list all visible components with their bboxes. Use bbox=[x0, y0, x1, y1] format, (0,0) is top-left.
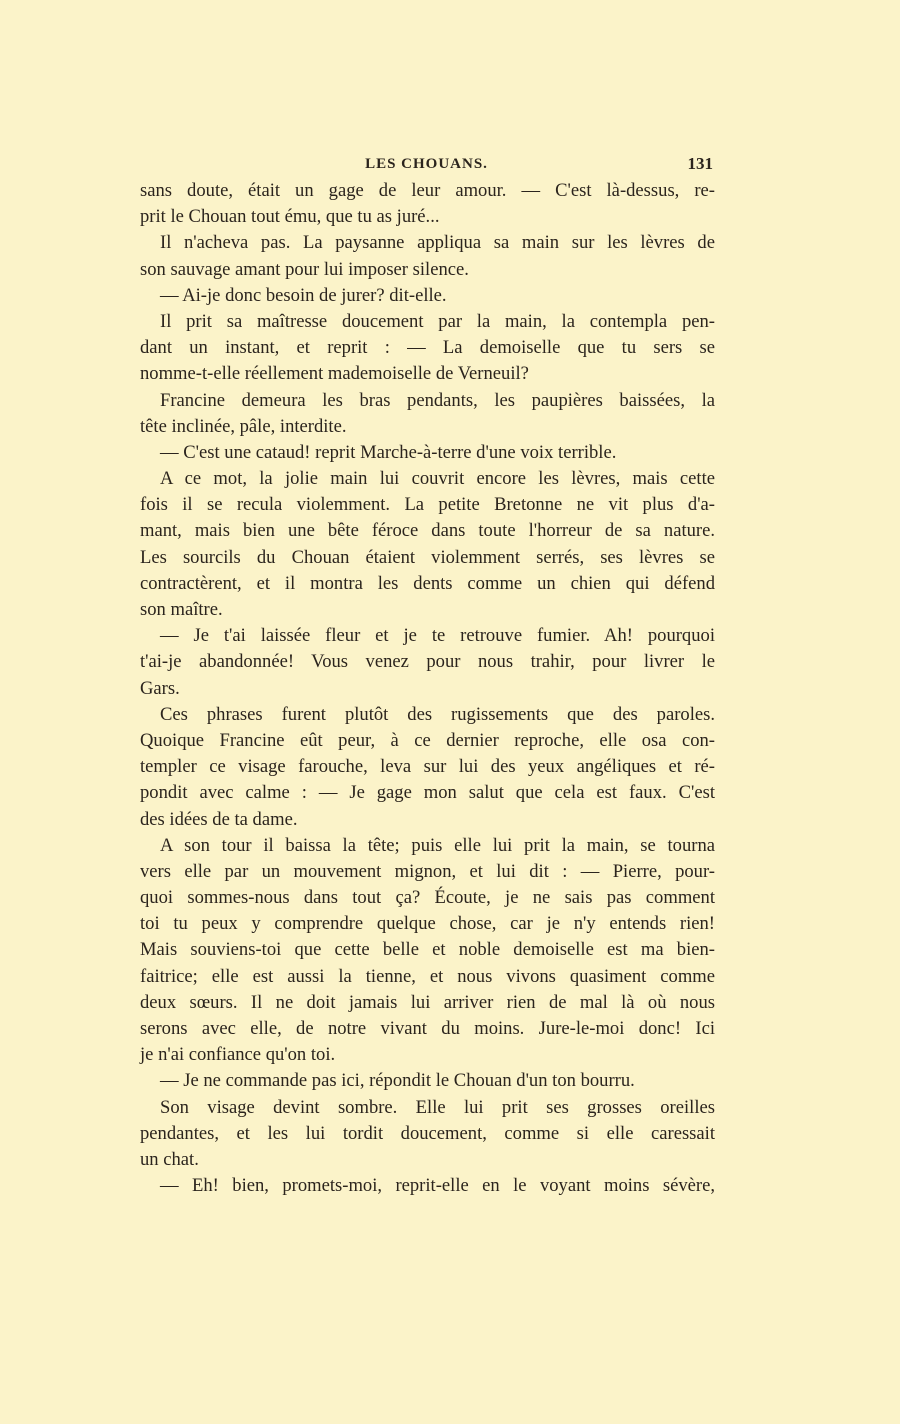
text-line: A son tour il baissa la tête; puis elle lui prit la main, se tourna bbox=[160, 834, 715, 856]
text-line: mant, mais bien une bête féroce dans toute l'horreur de sa nature. bbox=[140, 520, 715, 542]
text-line: Mais souviens-toi que cette belle et noble demoiselle est ma bien- bbox=[140, 939, 715, 961]
text-line: quoi sommes-nous dans tout ça? Écoute, je ne sais pas comment bbox=[140, 887, 715, 909]
text-line: Gars. bbox=[140, 677, 180, 699]
paragraph bbox=[140, 440, 715, 466]
text-line: Ces phrases furent plutôt des rugissements que des paroles. bbox=[160, 703, 715, 725]
text-line: prit le Chouan tout ému, que tu as juré... bbox=[140, 206, 440, 228]
text-line: — Ai-je donc besoin de jurer? dit-elle. bbox=[160, 284, 447, 306]
text-line: t'ai-je abandonnée! Vous venez pour nous trahir, pour livrer le bbox=[140, 651, 715, 673]
text-line: templer ce visage farouche, leva sur lui des yeux angéliques et ré- bbox=[140, 756, 715, 778]
text-line: pondit avec calme : — Je gage mon salut que cela est faux. C'est bbox=[140, 782, 715, 804]
paragraph bbox=[140, 1068, 715, 1094]
page-body-text bbox=[140, 178, 715, 1199]
page-number: 131 bbox=[687, 154, 713, 173]
text-line: — Eh! bien, promets-moi, reprit-elle en le voyant moins sévère, bbox=[160, 1175, 715, 1197]
paragraph bbox=[140, 623, 715, 702]
paragraph bbox=[140, 230, 715, 282]
text-line: — Je ne commande pas ici, répondit le Chouan d'un ton bourru. bbox=[160, 1070, 635, 1092]
text-line: fois il se recula violemment. La petite Bretonne ne vit plus d'a- bbox=[140, 494, 715, 516]
paragraph bbox=[140, 1173, 715, 1199]
text-line: — Je t'ai laissée fleur et je te retrouve fumier. Ah! pourquoi bbox=[160, 625, 715, 647]
page-header bbox=[140, 156, 713, 178]
paragraph bbox=[140, 388, 715, 440]
paragraph bbox=[140, 833, 715, 1069]
text-line: Son visage devint sombre. Elle lui prit ses grosses oreilles bbox=[160, 1096, 715, 1118]
text-line: pendantes, et les lui tordit doucement, comme si elle caressait bbox=[140, 1122, 715, 1144]
text-line: sans doute, était un gage de leur amour. — C'est là-dessus, re- bbox=[140, 180, 715, 201]
text-line: A ce mot, la jolie main lui couvrit encore les lèvres, mais cette bbox=[160, 468, 715, 490]
paragraph bbox=[140, 178, 715, 230]
text-line: — C'est une cataud! reprit Marche-à-terre d'une voix terrible. bbox=[160, 441, 617, 463]
text-line: Il n'acheva pas. La paysanne appliqua sa main sur les lèvres de bbox=[160, 232, 715, 254]
text-line: je n'ai confiance qu'on toi. bbox=[140, 1044, 336, 1066]
text-line: Quoique Francine eût peur, à ce dernier reproche, elle osa con- bbox=[140, 729, 715, 751]
text-line: son maître. bbox=[140, 599, 223, 620]
text-line: Francine demeura les bras pendants, les paupières baissées, la bbox=[160, 389, 715, 411]
text-line: Les sourcils du Chouan étaient violemment serrés, ses lèvres se bbox=[140, 546, 715, 568]
text-line: vers elle par un mouvement mignon, et lui dit : — Pierre, pour- bbox=[140, 860, 715, 882]
text-line: dant un instant, et reprit : — La demoiselle que tu sers se bbox=[140, 337, 715, 359]
paragraph bbox=[140, 466, 715, 623]
text-line: contractèrent, et il montra les dents comme un chien qui défend bbox=[140, 572, 715, 594]
paragraph bbox=[140, 309, 715, 388]
text-line: son sauvage amant pour lui imposer silence. bbox=[140, 258, 469, 280]
paragraph bbox=[140, 702, 715, 833]
text-line: tête inclinée, pâle, interdite. bbox=[140, 415, 347, 437]
paragraph bbox=[140, 283, 715, 309]
running-title: LES CHOUANS. bbox=[365, 156, 488, 172]
text-line: faitrice; elle est aussi la tienne, et nous vivons quasiment comme bbox=[140, 965, 715, 987]
paragraph bbox=[140, 1095, 715, 1174]
text-line: serons avec elle, de notre vivant du moins. Jure-le-moi donc! Ici bbox=[140, 1018, 715, 1039]
text-line: nomme-t-elle réellement mademoiselle de Verneuil? bbox=[140, 363, 529, 385]
text-line: un chat. bbox=[140, 1148, 199, 1170]
text-line: Il prit sa maîtresse doucement par la main, la contempla pen- bbox=[160, 310, 715, 332]
text-line: toi tu peux y comprendre quelque chose, car je n'y entends rien! bbox=[140, 913, 715, 935]
text-line: des idées de ta dame. bbox=[140, 808, 298, 830]
text-line: deux sœurs. Il ne doit jamais lui arriver rien de mal là où nous bbox=[140, 991, 715, 1013]
